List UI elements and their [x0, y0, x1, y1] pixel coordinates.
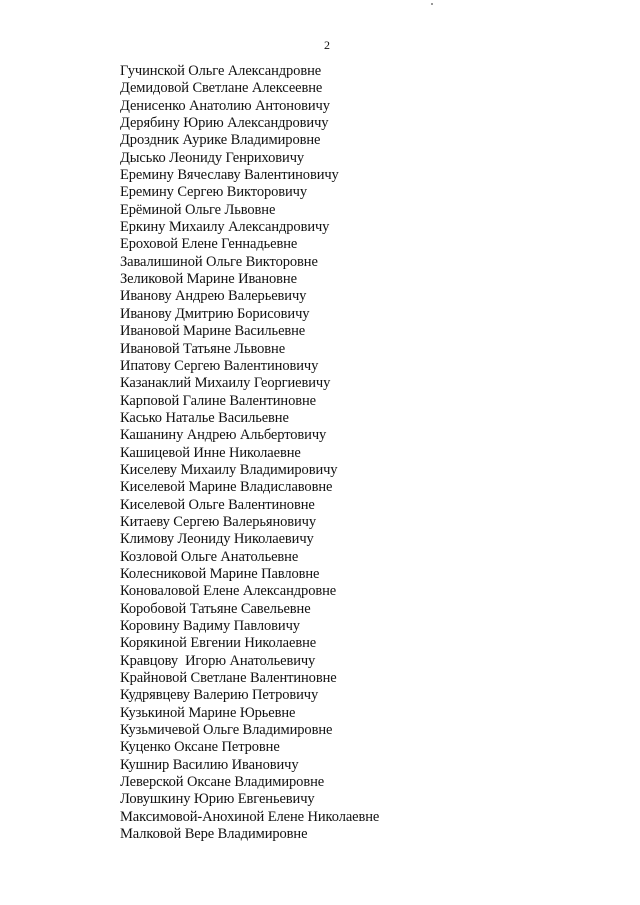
name-list-item: Кашанину Андрею Альбертовичу [120, 427, 327, 444]
name-list-item: Иванову Андрею Валерьевичу [120, 288, 307, 305]
name-list-item: Коровину Вадиму Павловичу [120, 618, 300, 634]
page-number: 2 [324, 38, 330, 52]
name-list-item: Дысько Леониду Генриховичу [120, 149, 305, 166]
name-list-item: Карповой Галине Валентиновне [120, 392, 316, 409]
name-list-item: Ипатову Сергею Валентиновичу [120, 357, 319, 374]
name-list-item: Ероховой Елене Геннадьевне [120, 236, 298, 253]
name-list-item: Кузькиной Марине Юрьевне [120, 704, 296, 721]
name-list-item: Куценко Оксане Петровне [120, 739, 280, 756]
name-list-item: Кузьмичевой Ольге Владимировне [120, 722, 333, 739]
name-list-item: Козловой Ольге Анатольевне [120, 548, 299, 565]
name-list-item: Ивановой Марине Васильевне [120, 323, 306, 340]
name-list-item: Коноваловой Елене Александровне [120, 583, 337, 600]
scan-speck [431, 3, 433, 5]
name-list-item: Киселевой Марине Владиславовне [120, 479, 333, 496]
name-list-item: Климову Леониду Николаевичу [120, 531, 314, 548]
name-list-item: Ловушкину Юрию Евгеньевичу [120, 791, 315, 808]
name-list-item: Кашицевой Инне Николаевне [120, 444, 301, 461]
name-list-item: Леверской Оксане Владимировне [120, 774, 325, 791]
name-list-item: Кудрявцеву Валерию Петровичу [120, 687, 319, 704]
name-list-item: Киселеву Михаилу Владимировичу [120, 461, 338, 478]
name-list-item: Еркину Михаилу Александровичу [120, 219, 330, 236]
name-list-item: Ивановой Татьяне Львовне [120, 340, 286, 357]
name-list-item: Ерёминой Ольге Львовне [120, 201, 276, 218]
name-list-item: Иванову Дмитрию Борисовичу [120, 305, 310, 322]
name-list-item: Гучинской Ольге Александровне [120, 63, 322, 79]
name-list-item: Казанаклий Михаилу Георгиевичу [120, 375, 331, 392]
name-list-item: Дерябину Юрию Александровичу [120, 115, 329, 132]
name-list-item: Коробовой Татьяне Савельевне [120, 600, 311, 617]
name-list-item: Кравцову Игорю Анатольевичу [120, 652, 316, 669]
name-list-item: Корякиной Евгении Николаевне [120, 635, 317, 652]
name-list-item: Еремину Сергею Викторовичу [120, 184, 308, 201]
name-list-item: Киселевой Ольге Валентиновне [120, 496, 315, 513]
name-list-item: Демидовой Светлане Алексеевне [120, 80, 323, 97]
name-list-item: Колесниковой Марине Павловне [120, 565, 320, 582]
name-list-item: Китаеву Сергею Валерьяновичу [120, 513, 317, 530]
name-list-item: Завалишиной Ольге Викторовне [120, 253, 318, 270]
name-list-item: Еремину Вячеславу Валентиновичу [120, 167, 339, 184]
name-list [120, 63, 379, 843]
name-list-item: Малковой Вере Владимировне [120, 826, 308, 843]
name-list-item: Кушнир Василию Ивановичу [120, 756, 299, 773]
name-list-item: Максимовой-Анохиной Елене Николаевне [120, 808, 380, 825]
name-list-item: Зеликовой Марине Ивановне [120, 271, 297, 288]
name-list-item: Денисенко Анатолию Антоновичу [120, 97, 330, 114]
name-list-item: Крайновой Светлане Валентиновне [120, 670, 337, 687]
name-list-item: Касько Наталье Васильевне [120, 409, 289, 426]
name-list-item: Дроздник Аурике Владимировне [120, 132, 321, 149]
